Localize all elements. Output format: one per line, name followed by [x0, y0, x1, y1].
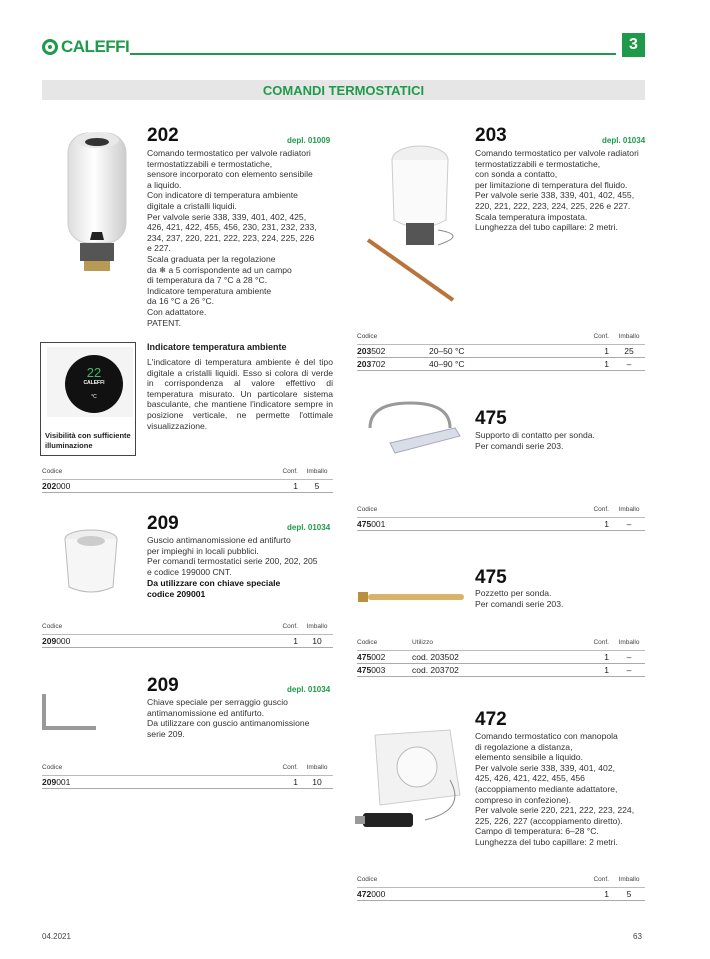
table-row [357, 345, 645, 358]
description-209-note: Da utilizzare con chiave speciale codice 209001 [147, 578, 281, 599]
imballo-value: 10 [312, 636, 322, 646]
table-row [357, 651, 645, 664]
imballo-value: 5 [314, 481, 320, 491]
col-codice: Codice [42, 764, 63, 771]
code-prefix: 475 [357, 652, 372, 662]
table-row [357, 888, 645, 901]
col-conf: Conf. [593, 639, 609, 646]
imballo-value: – [626, 359, 632, 369]
code-prefix: 203 [357, 346, 372, 356]
indicator-title: Indicatore temperatura ambiente [147, 342, 287, 352]
product-title-203: 203 [475, 125, 507, 146]
table-209 [42, 623, 333, 648]
table-row [42, 776, 333, 789]
conf-value: 1 [604, 889, 609, 899]
code-suffix: 002 [371, 652, 386, 662]
product-title-202: 202 [147, 125, 179, 146]
col-imballo: Imballo [618, 333, 640, 340]
imballo-value: – [626, 652, 632, 662]
code-suffix: 001 [56, 777, 71, 787]
footer-date: 04.2021 [42, 932, 71, 941]
conf-value: 1 [604, 359, 609, 369]
range-value: 20–50 °C [429, 346, 465, 356]
conf-value: 1 [293, 636, 298, 646]
description-209: Guscio antimanomissione ed antifurto per impieghi in locali pubblici. Per comandi termostatici serie 200, 202, 205 e codice 199000 CNT. [147, 535, 318, 577]
code-prefix: 475 [357, 665, 372, 675]
imballo-value: 5 [626, 889, 632, 899]
indicator-description: L'indicatore di temperatura ambiente è del tipo digitale a cristalli liquidi. Esso si colora di verde in corrispondenza al valore effettivo di temperatura misurato. Un particolare sistema basculante, che mantiene l'indicatore sempre in posizione verticale, ne permette l'ottimale visualizzazione. [147, 357, 333, 431]
table-202 [42, 468, 333, 493]
display-brand: CALEFFI [83, 380, 105, 386]
description-209-key: Chiave speciale per serraggio guscio antimanomissione ed antifurto. Da utilizzare con guscio antimanomissione serie 209. [147, 697, 310, 739]
col-codice: Codice [357, 639, 378, 646]
remote-thermostat-472-image [355, 725, 467, 840]
description-472: Comando termostatico con manopola di regolazione a distanza, elemento sensibile a liquido. Per valvole serie 338, 339, 401, 402, 425, 426, 421, 422, 455, 456 (accoppiamento mediante adattatore, compreso in confezione). Per valvole serie 220, 221, 222, 223, 224, 225, 226, 227 (accoppiamento diretto). Campo di temperatura: 6–28 °C. Lunghezza del tubo capillare: 2 metri. [475, 731, 635, 847]
table-475-support [357, 506, 645, 531]
col-codice: Codice [357, 333, 378, 340]
table-row [357, 358, 645, 371]
col-codice: Codice [42, 468, 63, 475]
probe-support-image [360, 398, 465, 463]
conf-value: 1 [293, 777, 298, 787]
code-suffix: 702 [371, 359, 386, 369]
depl-202: depl. 01009 [287, 136, 331, 145]
description-475-pocket: Pozzetto per sonda. Per comandi serie 203. [475, 588, 564, 609]
table-209-key [42, 764, 333, 789]
indicator-caption: Visibilità con sufficiente illuminazione [45, 431, 131, 450]
code-prefix: 209 [42, 777, 57, 787]
use-value: cod. 203502 [412, 652, 459, 662]
product-title-475-support: 475 [475, 408, 507, 429]
col-codice: Codice [357, 876, 378, 883]
col-conf: Conf. [282, 468, 298, 475]
brand-name: CALEFFI [61, 37, 130, 56]
col-codice: Codice [357, 506, 378, 513]
indicator-figure [40, 342, 136, 456]
depl-203: depl. 01034 [602, 136, 646, 145]
conf-value: 1 [293, 481, 298, 491]
code-suffix: 502 [371, 346, 386, 356]
col-imballo: Imballo [618, 506, 640, 513]
table-row [357, 664, 645, 677]
product-title-472: 472 [475, 709, 507, 730]
description-475-support: Supporto di contatto per sonda. Per comandi serie 203. [475, 430, 595, 451]
imballo-value: – [626, 665, 632, 675]
code-prefix: 209 [42, 636, 57, 646]
col-conf: Conf. [593, 876, 609, 883]
code-suffix: 001 [371, 519, 386, 529]
col-conf: Conf. [593, 506, 609, 513]
section-title: COMANDI TERMOSTATICI [42, 80, 645, 100]
caleffi-logo-icon [42, 39, 58, 55]
col-imballo: Imballo [618, 876, 640, 883]
col-codice: Codice [42, 623, 63, 630]
conf-value: 1 [604, 346, 609, 356]
code-suffix: 000 [56, 636, 71, 646]
thermostatic-head-202-image [58, 128, 138, 273]
imballo-value: 25 [624, 346, 634, 356]
depl-209-key: depl. 01034 [287, 685, 331, 694]
code-prefix: 202 [42, 481, 57, 491]
product-title-209: 209 [147, 513, 179, 534]
page-number: 63 [633, 932, 642, 941]
col-imballo: Imballo [306, 764, 328, 771]
thermostatic-head-203-image [358, 135, 468, 310]
range-value: 40–90 °C [429, 359, 465, 369]
col-imballo: Imballo [306, 468, 328, 475]
caleffi-logo [42, 37, 129, 57]
conf-value: 1 [604, 652, 609, 662]
col-conf: Conf. [282, 764, 298, 771]
code-prefix: 472 [357, 889, 372, 899]
header-rule [130, 53, 616, 55]
col-utilizzo: Utilizzo [412, 639, 433, 646]
code-prefix: 475 [357, 519, 372, 529]
table-row [42, 480, 333, 493]
code-suffix: 000 [56, 481, 71, 491]
display-value: 22 [86, 365, 102, 380]
col-imballo: Imballo [306, 623, 328, 630]
table-203 [357, 333, 645, 371]
description-202: Comando termostatico per valvole radiatori termostatizzabili e termostatiche, sensore incorporato con elemento sensibile a liquido. Con indicatore di temperatura ambiente digitale a cristalli liquidi. Per valvole serie 338, 339, 401, 402, 425, 426, 421, 422, 455, 456, 230, 231, 232, 233, 234, 237, 220, 221, 222, 223, 224, 225, 226 e 227. Scala graduata per la regolazione da ❄ a 5 corrispondente ad un campo di temperatura da 7 °C a 28 °C. Indicatore temperatura ambiente da 16 °C a 26 °C. Con adattatore. PATENT. [147, 148, 317, 328]
code-suffix: 000 [371, 889, 386, 899]
conf-value: 1 [604, 519, 609, 529]
imballo-value: – [626, 519, 632, 529]
code-suffix: 003 [371, 665, 386, 675]
depl-209: depl. 01034 [287, 523, 331, 532]
indicator-photo [47, 347, 133, 417]
table-472 [357, 876, 645, 901]
col-conf: Conf. [282, 623, 298, 630]
table-475-pocket [357, 639, 645, 677]
description-203: Comando termostatico per valvole radiatori termostatizzabili e termostatiche, con sonda a contatto, per limitazione di temperatura del fluido. Per valvole serie 338, 339, 401, 402, 455, 220, 221, 222, 223, 224, 225, 226 e 227. Scala temperatura impostata. Lunghezza del tubo capillare: 2 metri. [475, 148, 639, 233]
col-imballo: Imballo [618, 639, 640, 646]
table-row [357, 518, 645, 531]
product-title-475-pocket: 475 [475, 567, 507, 588]
use-value: cod. 203702 [412, 665, 459, 675]
table-row [42, 635, 333, 648]
product-title-209-key: 209 [147, 675, 179, 696]
display-unit: °C [91, 394, 97, 400]
imballo-value: 10 [312, 777, 322, 787]
code-prefix: 203 [357, 359, 372, 369]
anti-tamper-shell-image [55, 525, 127, 600]
chapter-number: 3 [622, 33, 645, 57]
conf-value: 1 [604, 665, 609, 675]
col-conf: Conf. [593, 333, 609, 340]
lcd-display [65, 355, 123, 413]
probe-pocket-image [358, 590, 466, 604]
special-key-image [40, 690, 100, 735]
